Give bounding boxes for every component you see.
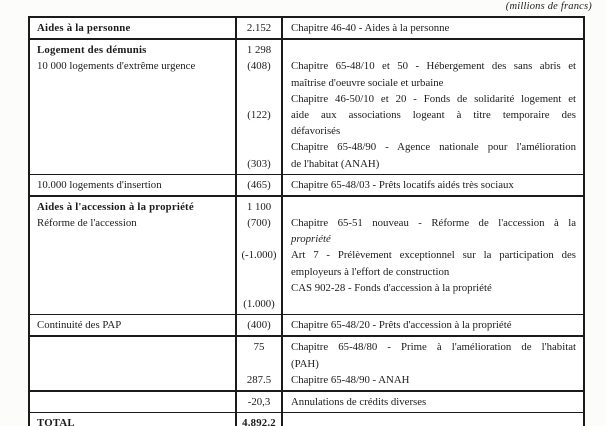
amount-value: 75 bbox=[253, 341, 265, 354]
row-label: TOTAL bbox=[37, 417, 75, 426]
row-label: 10 000 logements d'extrême urgence bbox=[37, 60, 196, 73]
amount-value bbox=[237, 91, 281, 107]
amount-value bbox=[237, 356, 281, 372]
chapter-column bbox=[283, 392, 583, 412]
row-label: Aides à l'accession à la propriété bbox=[37, 200, 194, 213]
amount-value: -20,3 bbox=[247, 395, 271, 408]
row-label bbox=[30, 91, 235, 107]
block-total bbox=[30, 412, 583, 426]
block-continuite-pap bbox=[30, 314, 583, 335]
label-column bbox=[30, 315, 237, 335]
label-column bbox=[30, 40, 237, 174]
chapter-text bbox=[283, 296, 583, 312]
block-annulations bbox=[30, 390, 583, 412]
chapter-text: employeurs à l'effort de construction bbox=[291, 265, 450, 278]
chapter-text: défavorisés bbox=[291, 125, 341, 138]
chapter-text: (PAH) bbox=[291, 357, 319, 370]
amount-value bbox=[237, 123, 281, 139]
chapter-text bbox=[283, 199, 583, 215]
chapter-text: Annulations de crédits diverses bbox=[291, 395, 427, 408]
chapter-text: de l'habitat (ANAH) bbox=[291, 157, 380, 170]
amount-value bbox=[237, 139, 281, 155]
block-aides-accession bbox=[30, 195, 583, 314]
amount-value: 4.892.2 bbox=[242, 417, 276, 426]
chapter-column bbox=[283, 175, 583, 195]
chapter-column bbox=[283, 315, 583, 335]
row-label: 10.000 logements d'insertion bbox=[37, 178, 162, 191]
chapter-text: aide aux associations logeant à titre temporaire des bbox=[291, 108, 576, 121]
amount-value bbox=[237, 264, 281, 280]
row-label bbox=[30, 107, 235, 123]
amount-value: 1 100 bbox=[246, 200, 272, 213]
row-label bbox=[30, 372, 235, 388]
row-label bbox=[30, 247, 235, 263]
row-label bbox=[30, 280, 235, 296]
chapter-text: Chapitre 65-48/10 et 50 - Hébergement des sans abris et bbox=[291, 60, 576, 73]
block-logement-demunis bbox=[30, 38, 583, 174]
amount-value: (-1.000) bbox=[241, 249, 277, 262]
row-label bbox=[30, 123, 235, 139]
row-label bbox=[30, 339, 235, 355]
chapter-text: CAS 902-28 - Fonds d'accession à la propriété bbox=[291, 281, 492, 294]
row-label: Continuité des PAP bbox=[37, 319, 122, 332]
amount-value: (400) bbox=[247, 319, 271, 332]
row-label bbox=[30, 356, 235, 372]
amount-column bbox=[237, 413, 283, 426]
row-label: Réforme de l'accession bbox=[37, 217, 137, 230]
label-column bbox=[30, 18, 237, 38]
chapter-text: maîtrise d'oeuvre sociale et urbaine bbox=[291, 76, 444, 89]
chapter-text: Chapitre 65-51 nouveau - Réforme de l'accession à la bbox=[291, 217, 576, 230]
label-column bbox=[30, 175, 237, 195]
amount-column bbox=[237, 40, 283, 174]
chapter-text: Art 7 - Prélèvement exceptionnel sur la participation des bbox=[291, 249, 576, 262]
amount-column bbox=[237, 315, 283, 335]
row-label bbox=[30, 394, 235, 410]
amount-column bbox=[237, 18, 283, 38]
chapter-text: propriété bbox=[291, 233, 331, 246]
chapter-column bbox=[283, 337, 583, 390]
row-label bbox=[30, 264, 235, 280]
units-caption: (millions de francs) bbox=[505, 1, 592, 12]
row-label bbox=[30, 156, 235, 172]
amount-value: (122) bbox=[247, 108, 271, 121]
label-column bbox=[30, 337, 237, 390]
amount-value bbox=[237, 280, 281, 296]
amount-value: (1.000) bbox=[243, 298, 275, 310]
amount-value bbox=[237, 231, 281, 247]
block-aides-personne bbox=[30, 18, 583, 38]
chapter-text: Chapitre 65-48/90 - Agence nationale pour l'amélioration bbox=[291, 141, 576, 154]
chapter-column bbox=[283, 18, 583, 38]
chapter-column bbox=[283, 197, 583, 314]
row-label bbox=[30, 296, 235, 312]
chapter-text: Chapitre 65-48/20 - Prêts d'accession à la propriété bbox=[291, 319, 512, 332]
amount-value: (700) bbox=[247, 217, 271, 230]
amount-value bbox=[237, 75, 281, 91]
chapter-text: Chapitre 65-48/80 - Prime à l'amélioration de l'habitat bbox=[291, 341, 576, 354]
amount-value: (408) bbox=[247, 60, 271, 73]
block-logements-insertion bbox=[30, 174, 583, 195]
amount-column bbox=[237, 392, 283, 412]
chapter-text: Chapitre 65-48/03 - Prêts locatifs aidés très sociaux bbox=[291, 178, 514, 191]
row-label: Logement des démunis bbox=[37, 44, 147, 57]
budget-table bbox=[28, 16, 585, 426]
amount-column bbox=[237, 337, 283, 390]
amount-column bbox=[237, 197, 283, 314]
row-label bbox=[30, 75, 235, 91]
row-label bbox=[30, 231, 235, 247]
chapter-text: Chapitre 65-48/90 - ANAH bbox=[291, 373, 410, 386]
chapter-text bbox=[283, 42, 583, 58]
row-label: Aides à la personne bbox=[37, 22, 131, 34]
amount-value: 2.152 bbox=[246, 22, 272, 34]
amount-value: (303) bbox=[247, 157, 271, 170]
label-column bbox=[30, 413, 237, 426]
label-column bbox=[30, 392, 237, 412]
chapter-text: Chapitre 46-40 - Aides à la personne bbox=[291, 22, 450, 34]
amount-value: (465) bbox=[247, 178, 271, 191]
chapter-text bbox=[283, 415, 583, 426]
block-pah-anah bbox=[30, 335, 583, 390]
chapter-text: Chapitre 46-50/10 et 20 - Fonds de solidarité logement et bbox=[291, 92, 576, 105]
chapter-column bbox=[283, 40, 583, 174]
amount-value: 287.5 bbox=[246, 373, 272, 386]
label-column bbox=[30, 197, 237, 314]
row-label bbox=[30, 139, 235, 155]
amount-column bbox=[237, 175, 283, 195]
chapter-column bbox=[283, 413, 583, 426]
amount-value: 1 298 bbox=[246, 44, 272, 57]
